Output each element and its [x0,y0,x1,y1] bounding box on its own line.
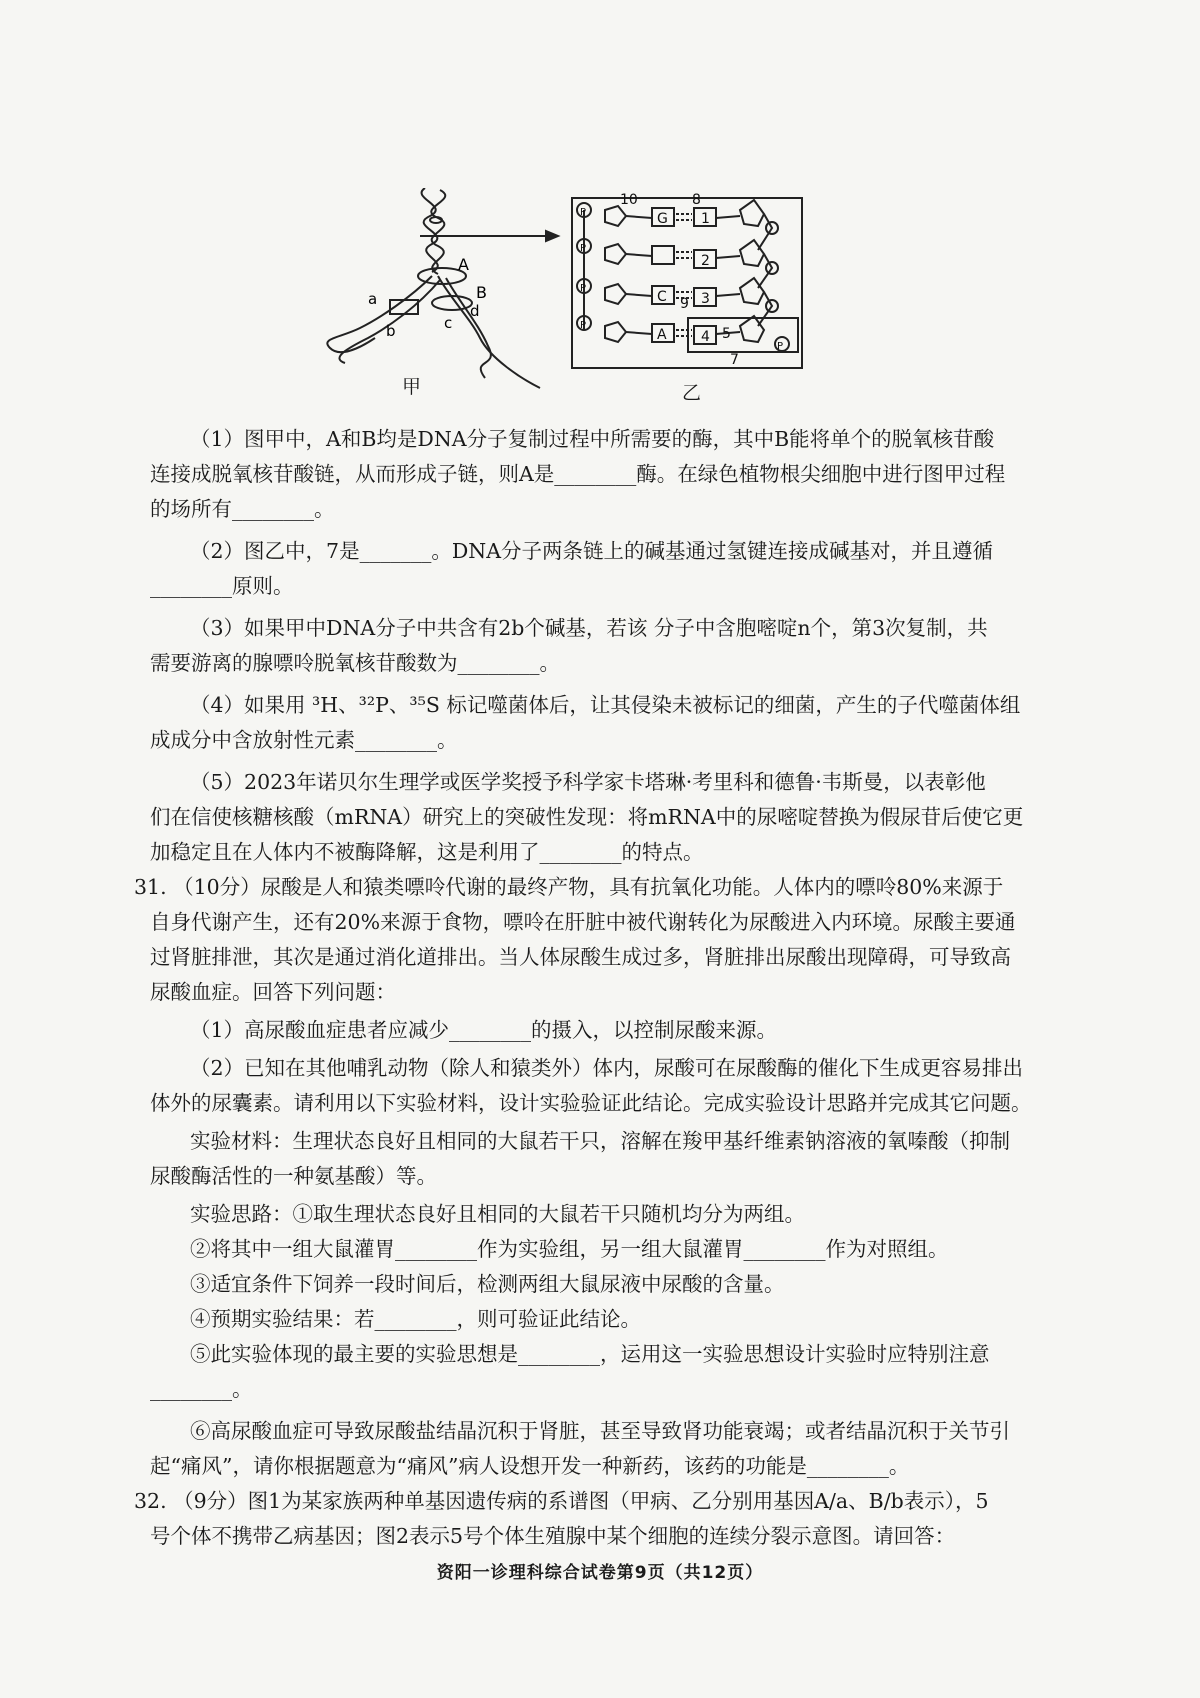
q30-1-line3: 的场所有________。 [150,497,335,521]
strand-label-a: a [368,290,378,308]
q30-1-line2: 连接成脱氧核苷酸链，从而形成子链，则A是________酶。在绿色植物根尖细胞中进行图甲过程 [150,462,1006,486]
step-3-line: ③适宜条件下饲养一段时间后，检测两组大鼠尿液中尿酸的含量。 [190,1272,785,1296]
q31-2-line2: 体外的尿囊素。请利用以下实验材料，设计实验验证此结论。完成实验设计思路并完成其它问题。 [150,1091,1032,1115]
num-label-8: 8 [692,192,701,208]
dna-figure [320,188,890,418]
right-branch [438,276,540,388]
phosphate-label-4: P [580,320,587,331]
q30-2-line1: （2）图乙中，7是_______。DNA分子两条链上的碱基通过氢键连接成碱基对，并且遵循 [190,539,994,563]
q32-line1: 32. （9分）图1为某家族两种单基因遗传病的系谱图（甲病、乙分别用基因A/a、B/b表示），5 [134,1489,989,1513]
step-5-line1: ⑤此实验体现的最主要的实验思想是________，运用这一实验思想设计实验时应特别注意 [190,1342,990,1366]
strand-label-c: c [444,314,453,332]
q30-5-line2: 们在信使核糖核酸（mRNA）研究上的突破性发现：将mRNA中的尿嘧啶替换为假尿苷后使它更 [150,805,1024,829]
num-label-4: 4 [701,329,710,345]
q30-1-line1: （1）图甲中，A和B均是DNA分子复制过程中所需要的酶，其中B能将单个的脱氧核苷酸 [190,427,995,451]
step-5-line2: ________。 [150,1377,253,1401]
q30-5-line1: （5）2023年诺贝尔生理学或医学奖授予科学家卡塔琳·考里科和德鲁·韦斯曼，以表彰他 [190,770,986,794]
q30-2-line2: ________原则。 [150,574,294,598]
q31-line3: 过肾脏排泄，其次是通过消化道排出。当人体尿酸生成过多，肾脏排出尿酸出现障碍，可导致高 [150,945,1011,969]
step-2-line: ②将其中一组大鼠灌胃________作为实验组，另一组大鼠灌胃________作为对照组。 [190,1237,949,1261]
strand-label-d: d [470,302,480,320]
q31-line1: 31. （10分）尿酸是人和猿类嘌呤代谢的最终产物，具有抗氧化功能。人体内的嘌呤80%来源于 [134,875,1004,899]
parental-helix [422,188,438,272]
q31-line2: 自身代谢产生，还有20%来源于食物，嘌呤在肝脏中被代谢转化为尿酸进入内环境。尿酸主要通 [150,910,1016,934]
step-4-line: ④预期实验结果：若________，则可验证此结论。 [190,1307,641,1331]
page-footer: 资阳一诊理科综合试卷第9页（共12页） [436,1563,764,1583]
num-label-5: 5 [722,326,731,342]
q30-3-line2: 需要游离的腺嘌呤脱氧核苷酸数为________。 [150,651,560,675]
materials-line1: 实验材料：生理状态良好且相同的大鼠若干只，溶解在羧甲基纤维素钠溶液的氧嗪酸（抑制 [190,1129,1010,1153]
strand-label-b: b [386,322,396,340]
step-6-line2: 起“痛风”，请你根据题意为“痛风”病人设想开发一种新药，该药的功能是________。 [150,1454,910,1478]
phosphate-label-3: P [580,283,587,294]
phosphate-label-2: P [580,243,587,254]
q32-line2: 号个体不携带乙病基因；图2表示5号个体生殖腺中某个细胞的连续分裂示意图。请回答： [150,1524,956,1548]
materials-line2: 尿酸酶活性的一种氨基酸）等。 [150,1164,437,1188]
q30-4-line2: 成成分中含放射性元素________。 [150,728,458,752]
step-1-line: 实验思路：①取生理状态良好且相同的大鼠若干只随机均分为两组。 [190,1202,805,1226]
q30-4-line1: （4）如果用 ³H、³²P、³⁵S 标记噬菌体后，让其侵染未被标记的细菌，产生的子代噬菌体组 [190,693,1021,717]
phosphate-label-1: P [580,207,587,218]
enzyme-label-a: A [458,255,469,274]
step-6-line1: ⑥高尿酸血症可导致尿酸盐结晶沉积于肾脏，甚至导致肾功能衰竭；或者结晶沉积于关节引 [190,1419,1010,1443]
num-label-3: 3 [701,291,710,307]
enzyme-label-b: B [476,283,487,302]
phosphate-label-6: P [777,341,784,352]
num-label-1: 1 [701,211,710,227]
figure-label-jia: 甲 [402,376,422,398]
num-label-10: 10 [620,192,638,208]
figure-label-yi: 乙 [682,382,702,404]
q30-3-line1: （3）如果甲中DNA分子中共含有2b个碱基，若该 分子中含胞嘧啶n个，第3次复制，共 [190,616,988,640]
base-label-c: C [657,289,667,305]
q31-line4: 尿酸血症。回答下列问题： [150,980,396,1004]
num-label-7: 7 [730,352,739,368]
num-label-9: 9 [680,296,689,312]
q31-2-line1: （2）已知在其他哺乳动物（除人和猿类外）体内，尿酸可在尿酸酶的催化下生成更容易排出 [190,1056,1024,1080]
base-label-a: A [657,327,667,343]
base-label-g: G [657,211,668,227]
q30-5-line3: 加稳定且在人体内不被酶降解，这是利用了________的特点。 [150,840,704,864]
num-label-2: 2 [701,253,710,269]
q31-1-line1: （1）高尿酸血症患者应减少________的摄入，以控制尿酸来源。 [190,1018,778,1042]
